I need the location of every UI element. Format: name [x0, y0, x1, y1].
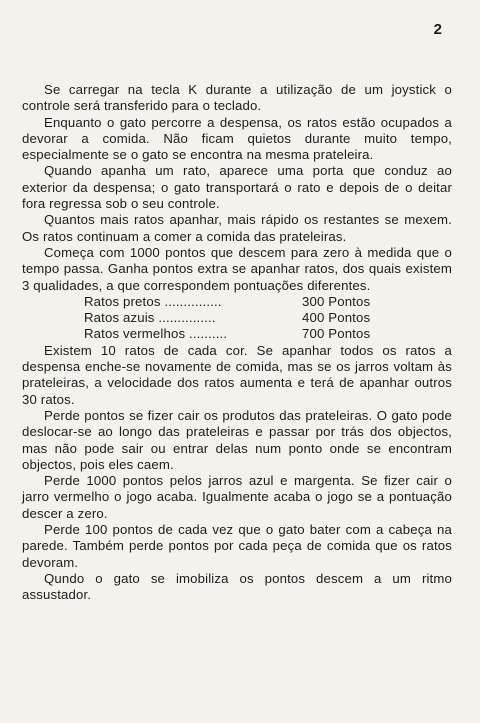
score-row [84, 310, 370, 326]
paragraph-jars: Perde 1000 pontos pelos jarros azul e margenta. Se fizer cair o jarro vermelho o jogo acaba. Igualmente acaba o jogo se a pontuação descer a zero. [22, 473, 452, 521]
score-points: 400 Pontos [302, 310, 371, 326]
paragraph-mice-speed: Quantos mais ratos apanhar, mais rápido os restantes se mexem. Os ratos continuam a comer a comida das prateleiras. [22, 212, 452, 244]
score-points: 700 Pontos [302, 326, 371, 342]
paragraph-idle-cat: Qundo o gato se imobiliza os pontos descem a um ritmo assustador. [22, 570, 452, 603]
score-label: Ratos pretos ............... [84, 293, 222, 309]
score-row [84, 294, 370, 310]
score-label: Ratos vermelhos .......... [84, 326, 228, 342]
paragraph-losing-points: Perde pontos se fizer cair os produtos das prateleiras. O gato pode deslocar-se ao longo das prateleiras e passar por trás dos objectos, mas não pode sair ou entrar delas num ponto onde se encontram objectos, pois eles caem. [22, 407, 452, 472]
score-label: Ratos azuis ............... [84, 310, 216, 326]
page-number: 2 [433, 21, 442, 38]
paragraph-ten-mice: Existem 10 ratos de cada cor. Se apanhar todos os ratos a despensa enche-se novamente de comida, mas se os jarros voltam às prateleiras, a velocidade dos ratos aumenta e terá de apanhar outros 30 ratos. [22, 342, 452, 407]
paragraph-starting-points: Começa com 1000 pontos que descem para zero à medida que o tempo passa. Ganha pontos extra se apanhar ratos, dos quais existem 3 qualidades, a que correspondem pontuações diferentes. [22, 244, 452, 293]
paragraph-mice-eating: Enquanto o gato percorre a despensa, os ratos estão ocupados a devorar a comida. Não ficam quietos durante muito tempo, especialmente se o gato se encontra na mesma prateleira. [22, 114, 452, 163]
paragraph-keyboard-control: Se carregar na tecla K durante a utilização de um joystick o controle será transferido para o teclado. [22, 82, 452, 114]
score-table [84, 294, 370, 343]
manual-body-text [22, 82, 452, 604]
paragraph-wall-hit: Perde 100 pontos de cada vez que o gato bater com a cabeça na parede. Também perde pontos por cada peça de comida que os ratos devoram. [22, 522, 452, 570]
paragraph-catching-mouse: Quando apanha um rato, aparece uma porta que conduz ao exterior da despensa; o gato transportará o rato e depois de o deitar fora regressa sob o seu controle. [22, 163, 452, 212]
score-points: 300 Pontos [302, 293, 371, 309]
score-row [84, 326, 370, 342]
